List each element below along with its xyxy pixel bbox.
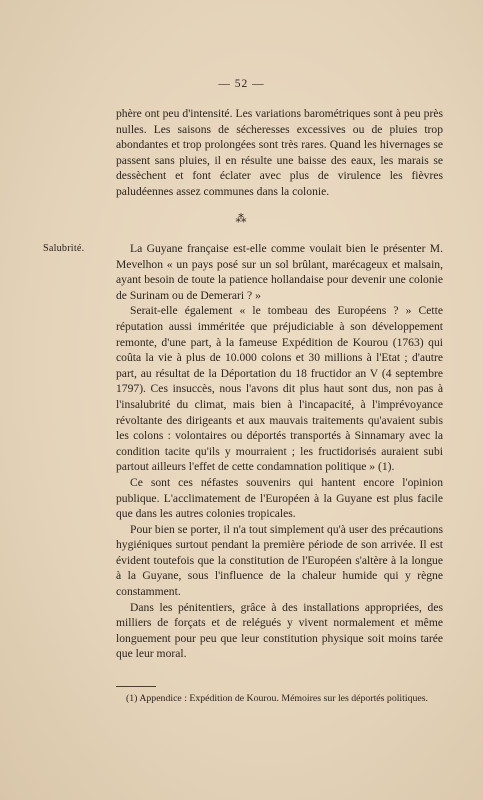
paragraph-3: Ce sont ces néfastes souvenirs qui hantent encore l'opinion publique. L'acclimatement de l'Européen à la Guyane est plus facile que dans les autres colonies tropicales. — [116, 475, 443, 521]
paragraph-continuation: phère ont peu d'intensité. Les variations barométriques sont à peu près nulles. Les saisons de sécheresses excessives ou de pluies trop abondantes et trop prolongées sont très rares. Quand les hivernages se passent sans pluies, il en résulte une baisse des eaux, les marais se dessèchent et font éclater avec plus de virulence les fièvres paludéennes assez communes dans la colonie. — [116, 107, 443, 198]
page-number: — 52 — — [218, 78, 265, 90]
footnote — [116, 692, 443, 706]
footnote-text: (1) Appendice : Expédition de Kourou. Mémoires sur les déportés politiques. — [126, 693, 429, 704]
paragraph-4: Pour bien se porter, il n'a tout simplement qu'à user des précautions hygiéniques surtout pendant la première période de son arrivée. Il est évident toutefois que la constitution de l'Européen s'altère à la longue à la Guyane, sous l'influence de la chaleur humide qui y règne constamment. — [116, 522, 443, 599]
opening-paragraph-block — [116, 106, 443, 200]
section-body — [116, 241, 443, 662]
section-asterism: ⁂ — [235, 213, 248, 225]
paragraph-2: Serait-elle également « le tombeau des Européens ? » Cette réputation aussi imméritée que préjudiciable à son développement remonte, d'une part, à la fameuse Expédition de Kourou (1763) qui coûta la vie à plus de 10.000 colons et 30 millions à l'Etat ; d'autre part, au résultat de la Déportation du 18 fructidor an V (4 septembre 1797). Ces insuccès, nous l'avons dit plus haut sont dus, non pas à l'insalubrité du climat, mais bien à l'incapacité, à l'imprévoyance révoltante des dirigeants et aux mauvais traitements qu'avaient subis les colons : volontaires ou déportés transportés à Sinnamary avec la condition tacite qu'ils y mourraient ; les fructidorisés auraient subi partout ailleurs l'effet de cette condamnation politique » (1). — [116, 304, 443, 474]
paragraph-1: La Guyane française est-elle comme voulait bien le présenter M. Mevelhon « un pays posé sur un sol brûlant, marécageux et malsain, ayant besoin de toute la patience hollandaise pour devenir une colonie de Surinam ou de Demerari ? » — [116, 242, 443, 302]
marginal-note-salubrite: Salubrité. — [43, 243, 85, 254]
paragraph-5: Dans les pénitentiers, grâce à des installations appropriées, des milliers de forçats et de relégués y vivent normalement et même longuement pour peu que leur constitution physique soit moins tarée que leur moral. — [116, 600, 443, 661]
footnote-divider — [116, 686, 156, 687]
